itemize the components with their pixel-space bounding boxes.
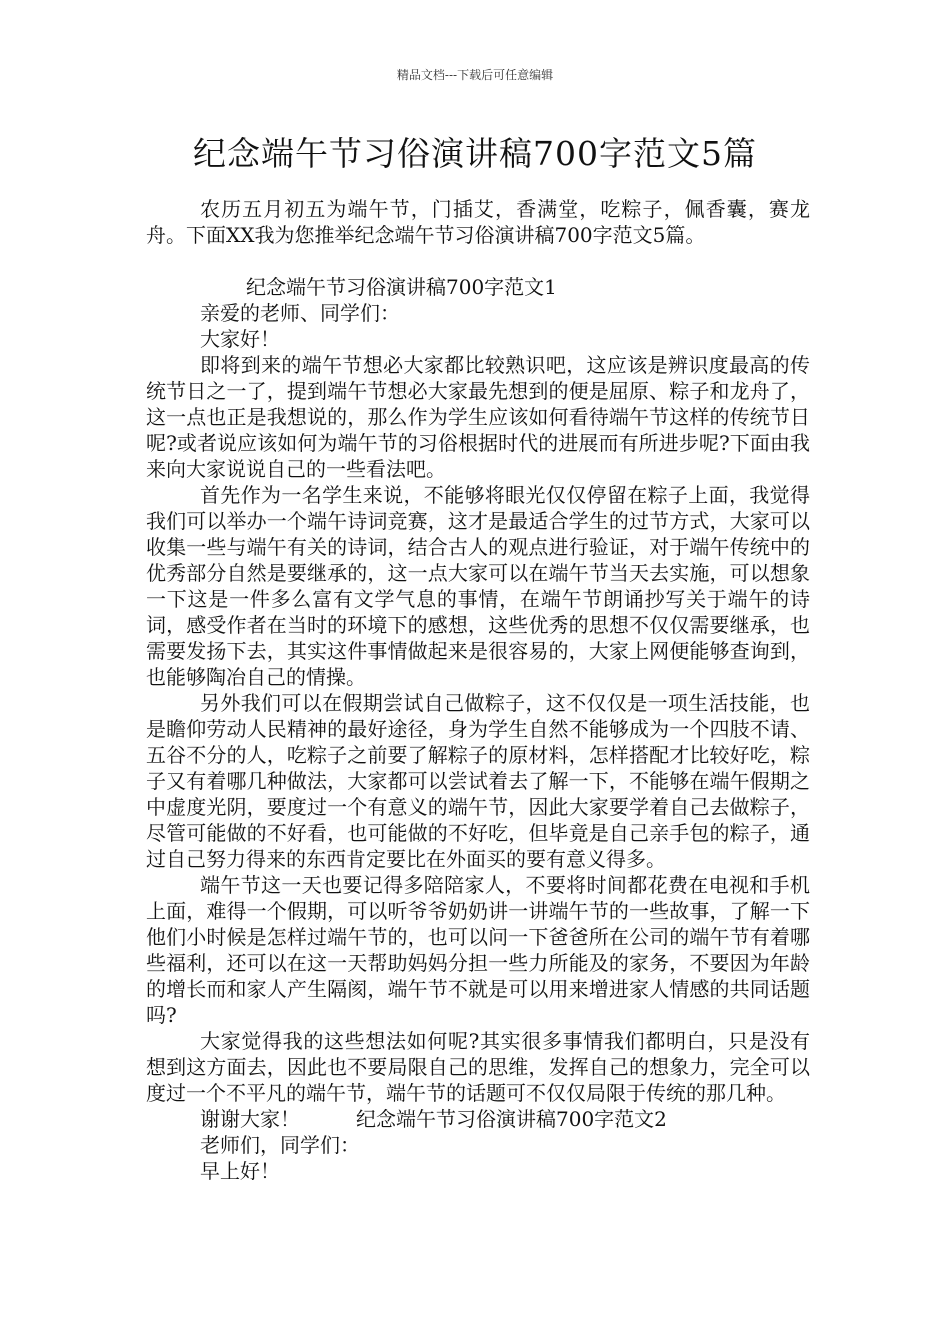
section2-salutation: 老师们，同学们： [200,1133,360,1157]
document-body [146,196,810,1184]
section1-title: 纪念端午节习俗演讲稿700字范文1 [246,275,557,299]
section1-paragraph-1: 即将到来的端午节想必大家都比较熟识吧，这应该是辨识度最高的传统节日之一了，提到端午节想必大家最先想到的便是屈原、粽子和龙舟了，这一点也正是我想说的，那么作为学生应该如何看待端午节这样的传统节日呢?或者说应该如何为端午节的习俗根据时代的进展而有所进步呢?下面由我来向大家说说自己的一些看法吧。 [146,353,810,481]
intro-paragraph: 农历五月初五为端午节，门插艾，香满堂，吃粽子，佩香囊，赛龙舟。下面XX我为您推举纪念端午节习俗演讲稿700字范文5篇。 [146,197,810,247]
section1-closing: 谢谢大家！ [200,1107,300,1131]
section1-paragraph-3: 另外我们可以在假期尝试自己做粽子，这不仅仅是一项生活技能，也是瞻仰劳动人民精神的最好途径，身为学生自然不能够成为一个四肢不请、五谷不分的人，吃粽子之前要了解粽子的原材料，怎样搭配才比较好吃，粽子又有着哪几种做法，大家都可以尝试着去了解一下，不能够在端午假期之中虚度光阴，要度过一个有意义的端午节，因此大家要学着自己去做粽子，尽管可能做的不好看，也可能做的不好吃，但毕竟是自己亲手包的粽子，通过自己努力得来的东西肯定要比在外面买的要有意义得多。 [146,691,810,871]
header-note: 精品文档---下载后可任意编辑 [396,68,554,82]
section2-greeting: 早上好！ [200,1159,280,1183]
closing-and-section2-title [146,1106,810,1132]
section1-paragraph-2: 首先作为一名学生来说，不能够将眼光仅仅停留在粽子上面，我觉得我们可以举办一个端午诗词竞赛，这才是最适合学生的过节方式，大家可以收集一些与端午有关的诗词，结合古人的观点进行验证，对于端午传统中的优秀部分自然是要继承的，这一点大家可以在端午节当天去实施，可以想象一下这是一件多么富有文学气息的事情，在端午节朗诵抄写关于端午的诗词，感受作者在当时的环境下的感想，这些优秀的思想不仅仅需要继承，也需要发扬下去，其实这件事情做起来是很容易的，大家上网便能够查询到，也能够陶冶自己的情操。 [146,483,810,689]
section1-paragraph-4: 端午节这一天也要记得多陪陪家人，不要将时间都花费在电视和手机上面，难得一个假期，可以听爷爷奶奶讲一讲端午节的一些故事，了解一下他们小时候是怎样过端午节的，也可以问一下爸爸所在公司的端午节有着哪些福利，还可以在这一天帮助妈妈分担一些力所能及的家务，不要因为年龄的增长而和家人产生隔阂，端午节不就是可以用来增进家人情感的共同话题吗? [146,873,810,1027]
section2-title: 纪念端午节习俗演讲稿700字范文2 [356,1107,667,1131]
section1-greeting: 大家好！ [200,327,280,351]
section1-paragraph-5: 大家觉得我的这些想法如何呢?其实很多事情我们都明白，只是没有想到这方面去，因此也不要局限自己的思维，发挥自己的想象力，完全可以度过一个不平凡的端午节，端午节的话题可不仅仅局限于传统的那几种。 [146,1029,810,1105]
section1-salutation: 亲爱的老师、同学们： [200,301,400,325]
document-title: 纪念端午节习俗演讲稿700字范文5篇 [193,134,757,173]
